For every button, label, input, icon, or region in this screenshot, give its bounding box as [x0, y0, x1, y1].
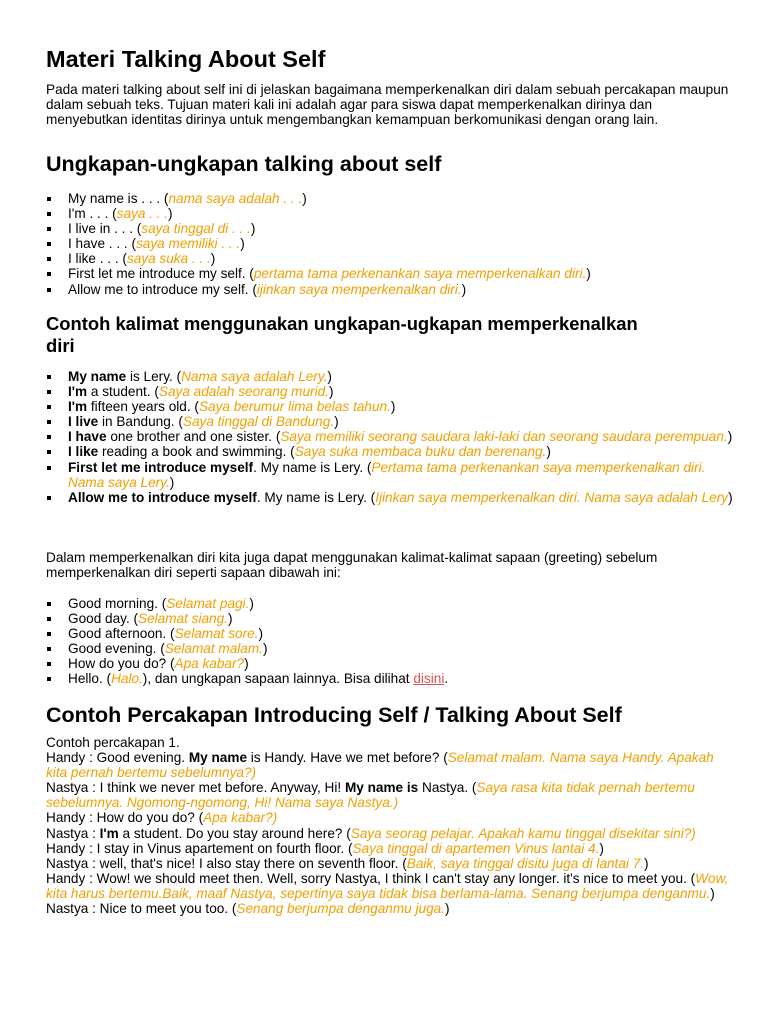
- dialogue-line: Handy : I stay in Vinus apartement on fourth floor. (Saya tinggal di apartemen Vinus lantai 4.): [46, 840, 604, 856]
- dialogue-line: Nastya : well, that's nice! I also stay there on seventh floor. (Baik, saya tinggal disitu juga di lantai 7.): [46, 855, 649, 871]
- dialogue-line: Nastya : I think we never met before. Anyway, Hi! My name is Nastya. (Saya rasa kita tidak pernah bertemu sebelumnya. Ngomong-ngomong, Hi! Nama saya Nastya.): [46, 780, 695, 811]
- section1-list: [46, 191, 736, 297]
- section3-list: [46, 596, 736, 687]
- conversation: [46, 735, 736, 916]
- list-item: Good day. (Selamat siang.): [46, 611, 736, 626]
- list-item: Hello. (Halo.), dan ungkapan sapaan lainnya. Bisa dilihat disini.: [46, 671, 736, 686]
- dialogue-line: Handy : How do you do? (Apa kabar?): [46, 810, 278, 826]
- conversation-label: Contoh percakapan 1.: [46, 735, 180, 750]
- list-item: Good afternoon. (Selamat sore.): [46, 626, 736, 641]
- list-item: Good morning. (Selamat pagi.): [46, 596, 736, 611]
- list-item: How do you do? (Apa kabar?): [46, 656, 736, 671]
- list-item: Allow me to introduce my self. (ijinkan saya memperkenalkan diri.): [46, 282, 736, 297]
- list-item: My name is Lery. (Nama saya adalah Lery.): [46, 369, 736, 384]
- greeting-intro: Dalam memperkenalkan diri kita juga dapat menggunakan kalimat-kalimat sapaan (greeting) sebelum memperkenalkan diri seperti sapaan dibawah ini:: [46, 550, 658, 581]
- intro-paragraph: Pada materi talking about self ini di jelaskan bagaimana memperkenalkan diri dalam sebuah percakapan maupun dalam sebuah teks. Tujuan materi kali ini adalah agar para siswa dapat memperkenalkan dirinya dan menyebutkan identitas dirinya untuk mengembangkan kemampuan berkomunikasi dengan orang lain.: [46, 82, 729, 128]
- section2-heading: Contoh kalimat menggunakan ungkapan-ugkapan memperkenalkan diri: [46, 313, 638, 356]
- list-item: I have . . . (saya memiliki . . .): [46, 236, 736, 251]
- page-title: Materi Talking About Self: [46, 46, 326, 72]
- list-item: I live in . . . (saya tinggal di . . .): [46, 221, 736, 236]
- list-item: I live in Bandung. (Saya tinggal di Bandung.): [46, 414, 736, 429]
- list-item: I'm fifteen years old. (Saya berumur lima belas tahun.): [46, 399, 736, 414]
- list-item: I'm . . . (saya . . .): [46, 206, 736, 221]
- list-item: First let me introduce my self. (pertama tama perkenankan saya memperkenalkan diri.): [46, 266, 736, 281]
- list-item: I'm a student. (Saya adalah seorang murid.): [46, 384, 736, 399]
- dialogue-line: Nastya : I'm a student. Do you stay around here? (Saya seorag pelajar. Apakah kamu tinggal disekitar sini?): [46, 825, 696, 841]
- list-item: First let me introduce myself. My name is Lery. (Pertama tama perkenankan saya memperkenalkan diri. Nama saya Lery.): [46, 460, 736, 490]
- list-item: I have one brother and one sister. (Saya memiliki seorang saudara laki-laki dan seorang saudara perempuan.): [46, 429, 736, 444]
- section1-heading: Ungkapan-ungkapan talking about self: [46, 152, 442, 176]
- disini-link[interactable]: disini: [413, 671, 445, 687]
- list-item: Good evening. (Selamat malam.): [46, 641, 736, 656]
- section2-list: [46, 369, 736, 505]
- dialogue-line: Nastya : Nice to meet you too. (Senang berjumpa denganmu juga.): [46, 901, 450, 917]
- dialogue-line: Handy : Wow! we should meet then. Well, sorry Nastya, I think I can't stay any longer. it's nice to meet you. (Wow, kita harus bertemu.Baik, maaf Nastya, sepertinya saya tidak bisa berlama-lama. Senang berjumpa denganmu.): [46, 870, 729, 901]
- list-item: I like . . . (saya suka . . .): [46, 251, 736, 266]
- list-item: My name is . . . (nama saya adalah . . .): [46, 191, 736, 206]
- list-item: Allow me to introduce myself. My name is Lery. (Ijinkan saya memperkenalkan diri. Nama saya adalah Lery): [46, 490, 736, 505]
- list-item: I like reading a book and swimming. (Saya suka membaca buku dan berenang.): [46, 444, 736, 459]
- dialogue-line: Handy : Good evening. My name is Handy. Have we met before? (Selamat malam. Nama saya Handy. Apakah kita pernah bertemu sebelumnya?): [46, 750, 714, 781]
- section4-heading: Contoh Percakapan Introducing Self / Talking About Self: [46, 703, 622, 727]
